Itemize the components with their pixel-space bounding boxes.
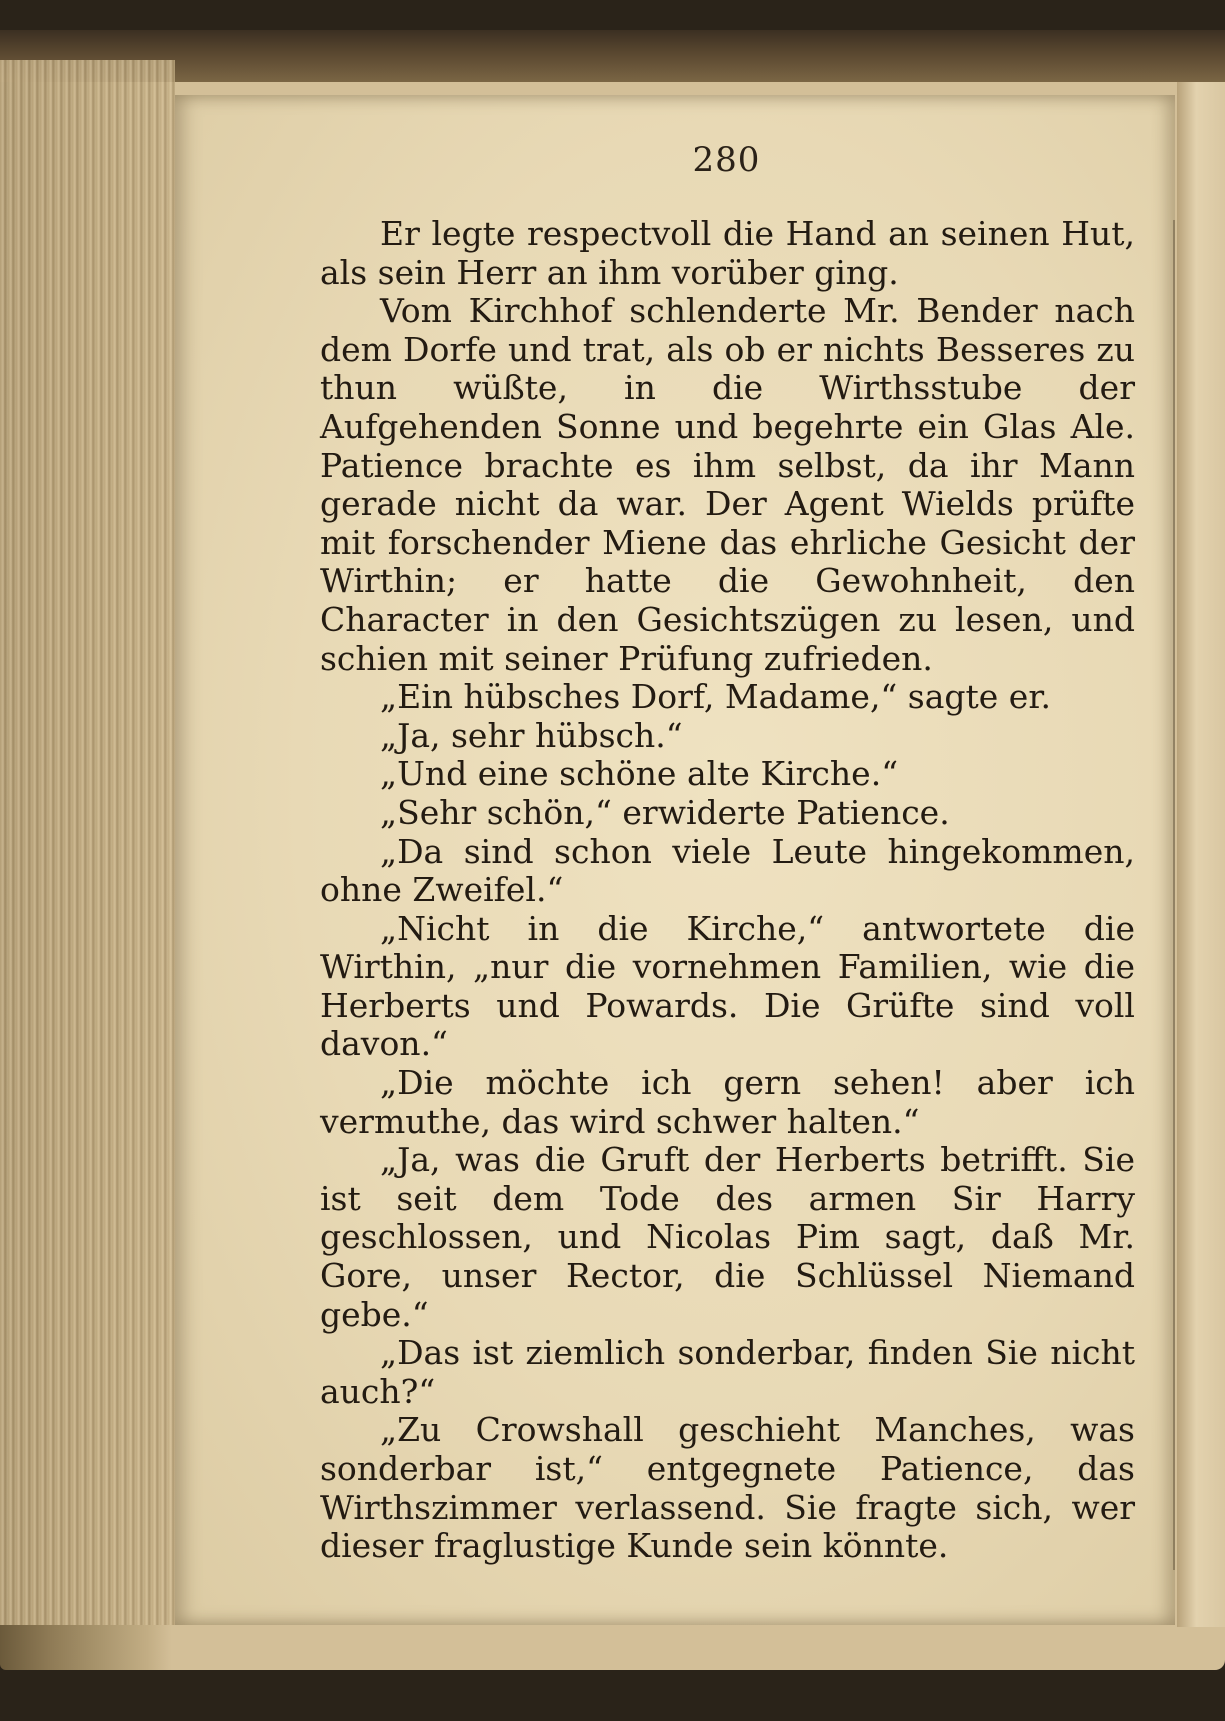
- paragraph: „Und eine schöne alte Kirche.“: [380, 754, 899, 794]
- paragraph: „Ja, was die Gruft der Herberts betrifft. Sie ist seit dem Tode des armen Sir Harry geschlossen, und Nicolas Pim sagt, daß Mr. Gore, unser Rector, die Schlüssel Niemand gebe.“: [320, 1140, 1135, 1334]
- paragraph: „Sehr schön,“ erwiderte Patience.: [380, 792, 950, 832]
- paragraph: „Ja, sehr hübsch.“: [380, 715, 683, 755]
- paragraph: Vom Kirchhof schlenderte Mr. Bender nach dem Dorfe und trat, als ob er nichts Besseres zu thun wüßte, in die Wirthsstube der Aufgehenden Sonne und begehrte ein Glas Ale. Patience brachte es ihm selbst, da ihr Mann gerade nicht da war. Der Agent Wields prüfte mit forschender Miene das ehrliche Gesicht der Wirthin; er hatte die Gewohnheit, den Character in den Gesichtszügen zu lesen, und schien mit seiner Prüfung zufrieden.: [320, 291, 1135, 678]
- paragraph: „Die möchte ich gern sehen! aber ich vermuthe, das wird schwer halten.“: [320, 1063, 1135, 1141]
- paragraph: „Nicht in die Kirche,“ antwortete die Wirthin, „nur die vornehmen Familien, wie die Herberts und Powards. Die Grüfte sind voll davon.“: [320, 908, 1135, 1064]
- page-edges: [0, 60, 175, 1625]
- book-top-edge: [0, 30, 1225, 82]
- paragraph: „Ein hübsches Dorf, Madame,“ sagte er.: [380, 677, 1051, 717]
- page-gutter: [1173, 220, 1175, 1570]
- page-text: [320, 215, 1135, 1566]
- paragraph: „Zu Crowshall geschieht Manches, was sonderbar ist,“ entgegnete Patience, das Wirthszimmer verlassend. Sie fragte sich, wer dieser fraglustige Kunde sein könnte.: [320, 1410, 1135, 1566]
- page-number: 280: [692, 140, 761, 180]
- paragraph: „Das ist ziemlich sonderbar, finden Sie nicht auch?“: [320, 1333, 1135, 1411]
- paragraph: „Da sind schon viele Leute hingekommen, ohne Zweifel.“: [320, 831, 1135, 910]
- next-page-edge: [1177, 82, 1225, 1627]
- paragraph: Er legte respectvoll die Hand an seinen Hut, als sein Herr an ihm vorüber ging.: [320, 214, 1135, 292]
